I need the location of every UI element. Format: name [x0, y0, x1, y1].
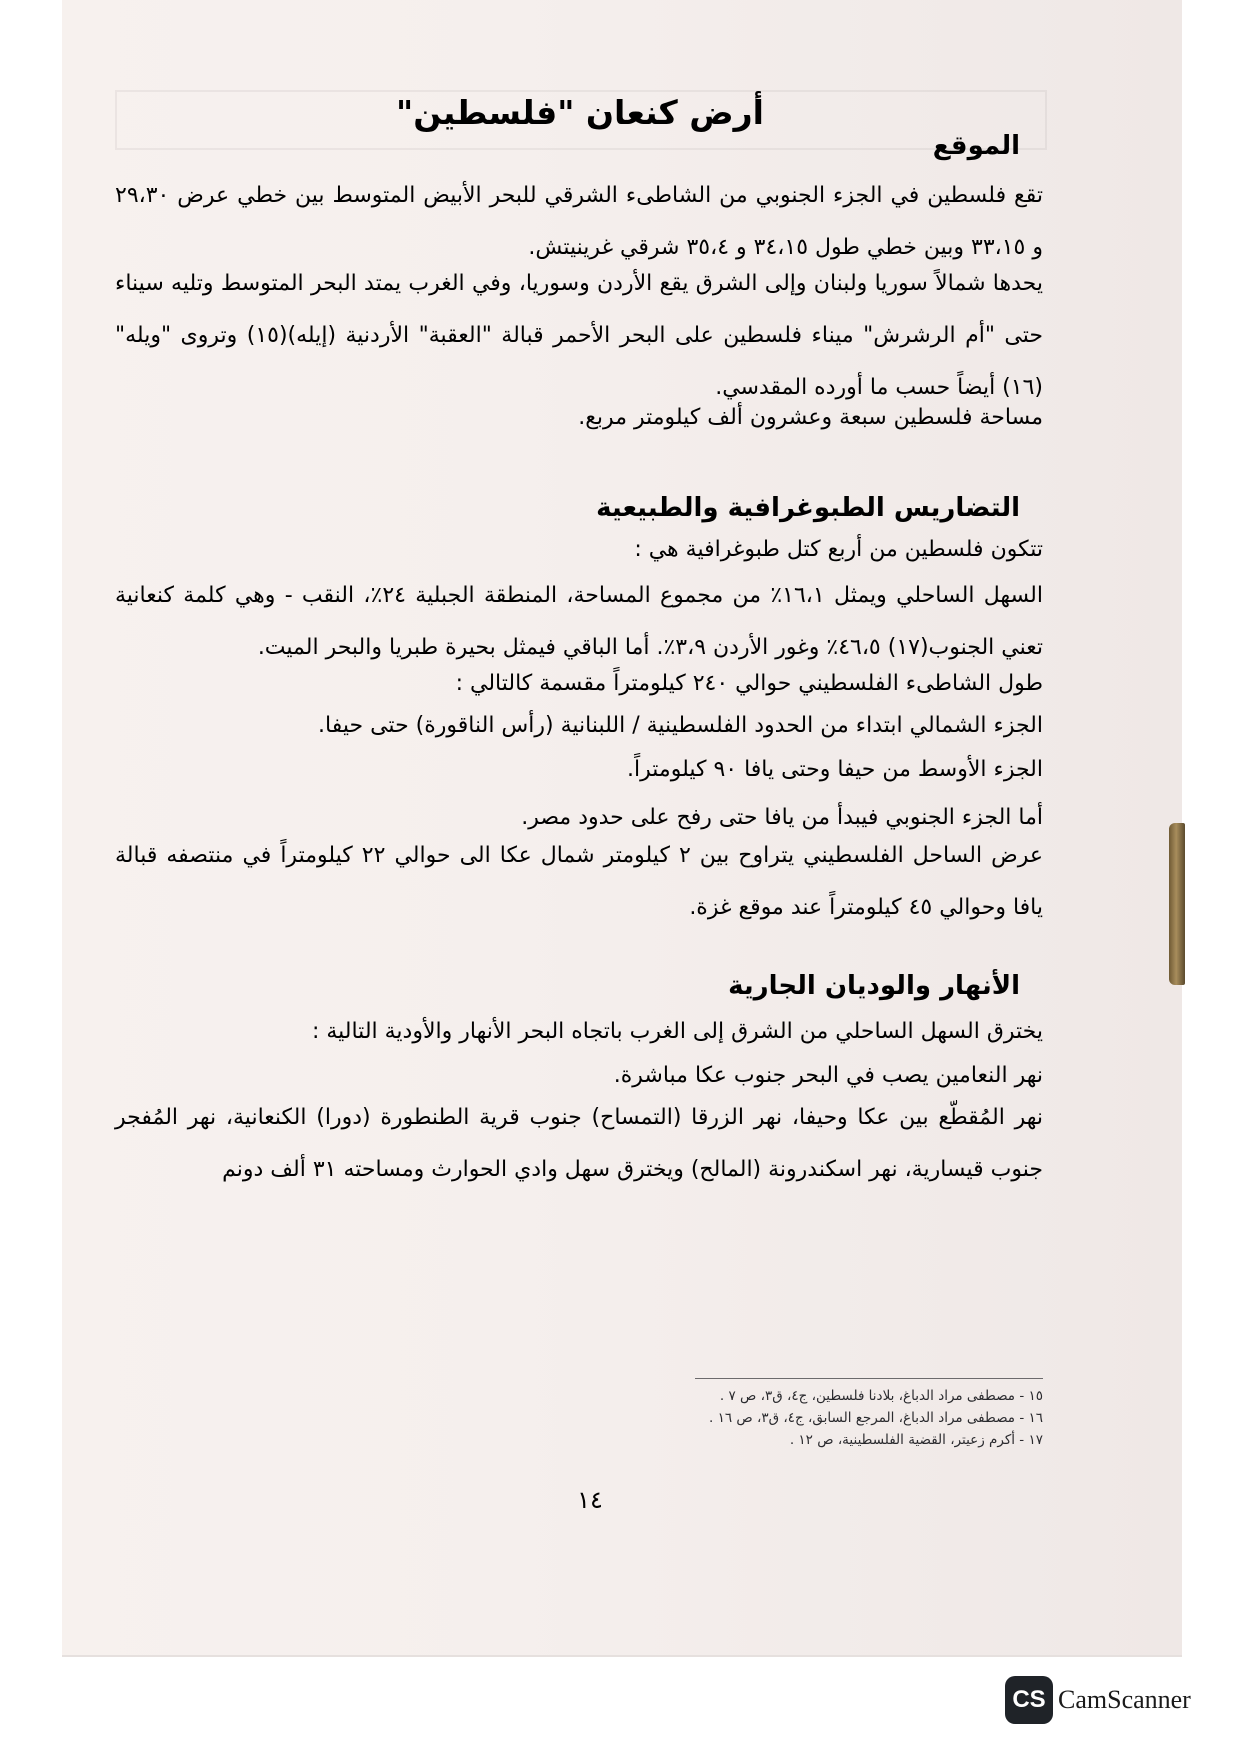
camscanner-logo-icon: CS	[1005, 1676, 1053, 1724]
footnote-15: ١٥ - مصطفى مراد الدباغ، بلادنا فلسطين، ج٤، ق٣، ص ٧ .	[719, 1388, 1043, 1404]
paragraph-coast-north: الجزء الشمالي ابتداء من الحدود الفلسطينية / اللبنانية (رأس الناقورة) حتى حيفا.	[318, 713, 1043, 738]
section-heading-location: الموقع	[932, 131, 1020, 161]
paragraph-coast-south: أما الجزء الجنوبي فيبدأ من يافا حتى رفح على حدود مصر.	[521, 805, 1043, 830]
section-heading-topography: التضاريس الطبوغرافية والطبيعية	[596, 493, 1020, 523]
paragraph-coast-length: طول الشاطىء الفلسطيني حوالي ٢٤٠ كيلومتراً مقسمة كالتالي :	[455, 671, 1043, 696]
paragraph-location-area: مساحة فلسطين سبعة وعشرون ألف كيلومتر مربع.	[578, 405, 1043, 430]
page-number: ١٤	[577, 1486, 603, 1514]
footnote-16: ١٦ - مصطفى مراد الدباغ، المرجع السابق، ج٤، ق٣، ص ١٦ .	[709, 1410, 1043, 1426]
page-title: أرض كنعان "فلسطين"	[396, 93, 764, 132]
section-heading-rivers: الأنهار والوديان الجارية	[728, 971, 1020, 1001]
paragraph-location-coordinates: تقع فلسطين في الجزء الجنوبي من الشاطىء الشرقي للبحر الأبيض المتوسط بين خطي عرض ٢٩،٣٠ و ٣٣،١٥ وبين خطي طول ٣٤،١٥ و ٣٥،٤ شرقي غرينيتش.	[115, 183, 1043, 260]
footnote-divider	[695, 1378, 1043, 1379]
footnotes	[523, 1385, 1043, 1451]
paragraph-rivers-item-2: نهر المُقطّع بين عكا وحيفا، نهر الزرقا (التمساح) جنوب قرية الطنطورة (دورا) الكنعانية، نهر المُفجر جنوب قيسارية، نهر اسكندرونة (المالح) ويخترق سهل وادي الحوارث ومساحته ٣١ ألف دونم	[115, 1105, 1043, 1182]
footnote-17: ١٧ - أكرم زعيتر، القضية الفلسطينية، ص ١٢ .	[789, 1432, 1043, 1448]
paragraph-location-borders: يحدها شمالاً سوريا ولبنان وإلى الشرق يقع الأردن وسوريا، وفي الغرب يمتد البحر المتوسط وتليه سيناء حتى "أم الرشرش" ميناء فلسطين على البحر الأحمر قبالة "العقبة" الأردنية (إيله)(١٥) وتروى "ويله" (١٦) أيضاً حسب ما أورده المقدسي.	[115, 271, 1043, 400]
binding-clip	[1169, 823, 1185, 985]
paragraph-rivers-intro: يخترق السهل الساحلي من الشرق إلى الغرب باتجاه البحر الأنهار والأودية التالية :	[311, 1019, 1043, 1044]
camscanner-label: CamScanner	[1058, 1685, 1191, 1714]
left-margin	[0, 0, 62, 1755]
paragraph-coast-middle: الجزء الأوسط من حيفا وحتى يافا ٩٠ كيلومتراً.	[627, 757, 1043, 782]
paragraph-rivers-item-1: نهر النعامين يصب في البحر جنوب عكا مباشرة.	[613, 1063, 1043, 1088]
paragraph-coast-width: عرض الساحل الفلسطيني يتراوح بين ٢ كيلومتر شمال عكا الى حوالي ٢٢ كيلومتراً في منتصفه قبالة يافا وحوالي ٤٥ كيلومتراً عند موقع غزة.	[115, 843, 1043, 920]
paragraph-topography-blocks: السهل الساحلي ويمثل ١٦،١٪ من مجموع المساحة، المنطقة الجبلية ٢٤٪، النقب - وهي كلمة كنعانية تعني الجنوب(١٧) ٤٦،٥٪ وغور الأردن ٣،٩٪. أما الباقي فيمثل بحيرة طبريا والبحر الميت.	[115, 583, 1043, 660]
paragraph-topography-intro: تتكون فلسطين من أربع كتل طبوغرافية هي :	[634, 537, 1043, 562]
page-edge	[62, 1655, 1182, 1657]
